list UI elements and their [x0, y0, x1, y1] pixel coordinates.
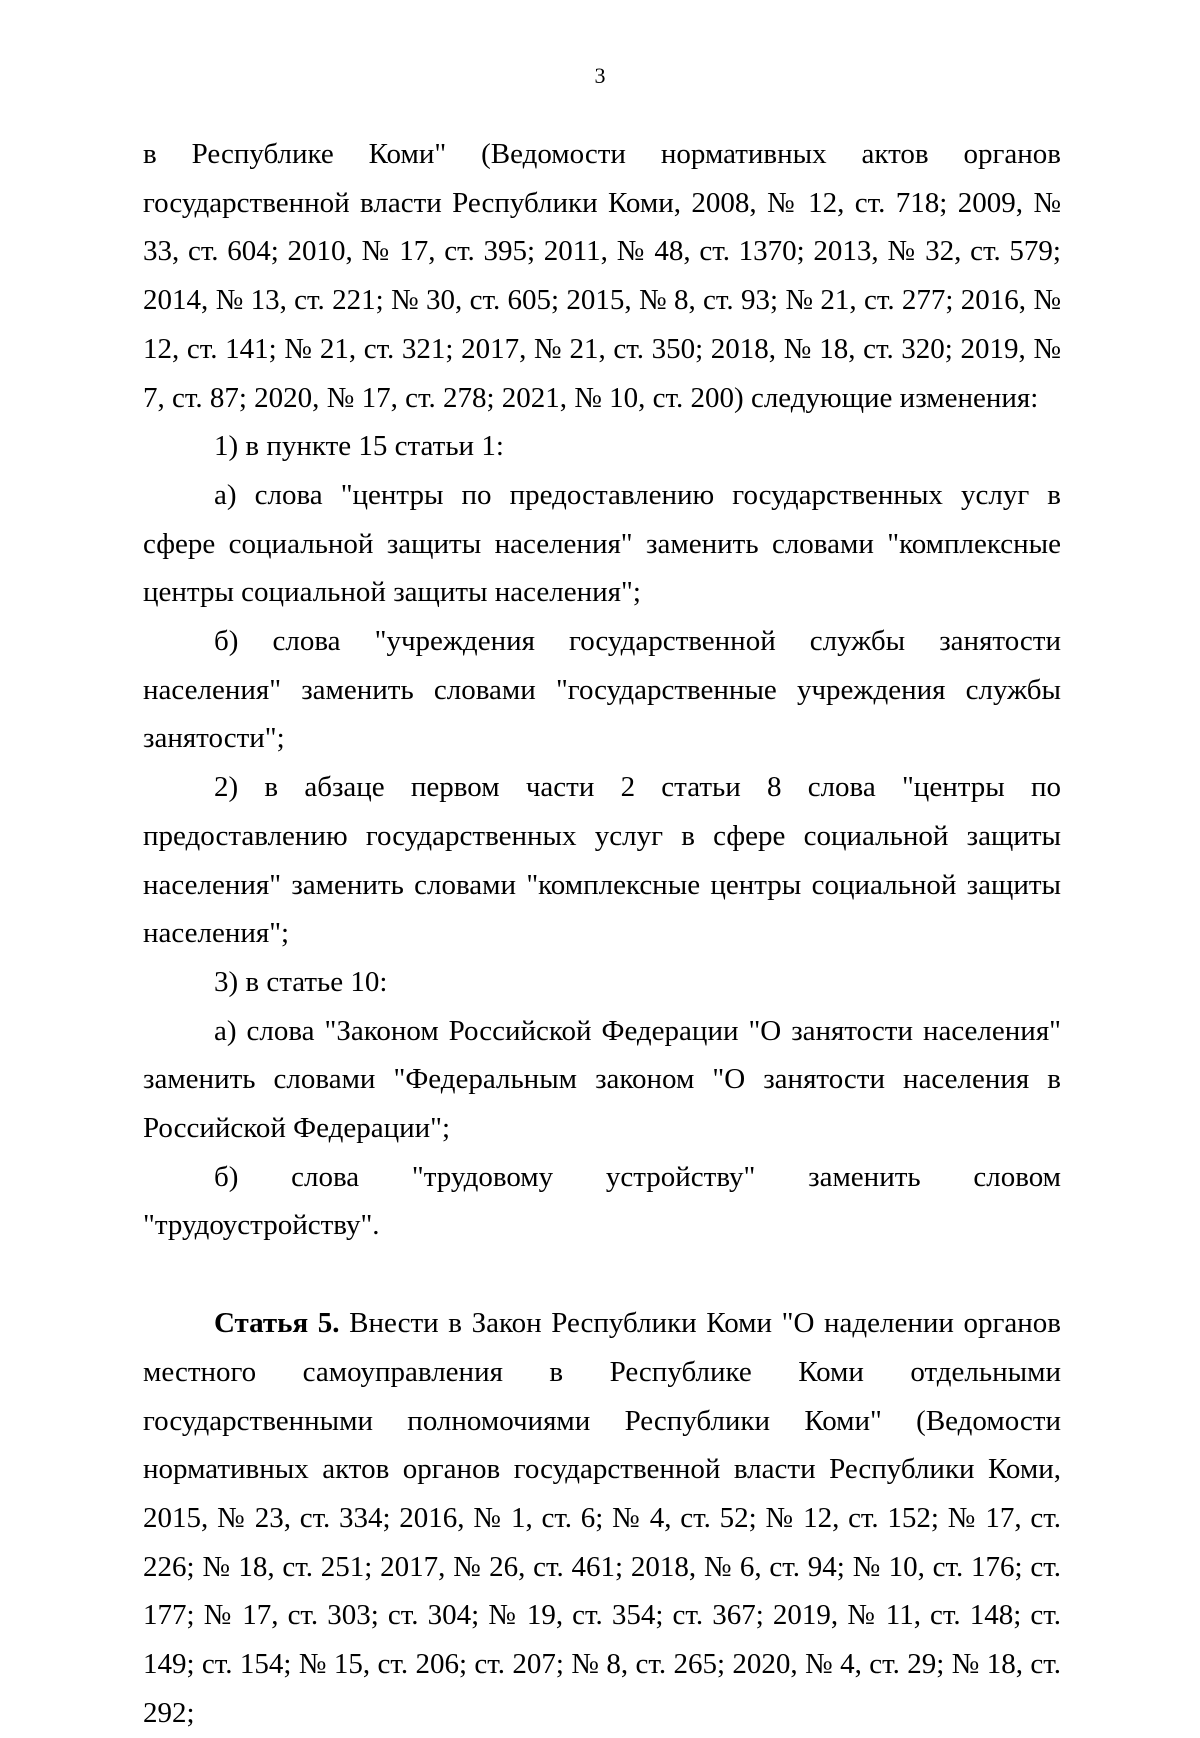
section-spacer	[143, 1250, 1061, 1299]
paragraph-item-1b: б) слова "учреждения государственной службы занятости населения" заменить словами "государственные учреждения службы занятости";	[143, 625, 1061, 755]
document-body	[143, 130, 1061, 1738]
paragraph-amendment-intro: в Республике Коми" (Ведомости нормативных актов органов государственной власти Республики Коми, 2008, № 12, ст. 718; 2009, № 33, ст. 604; 2010, № 17, ст. 395; 2011, № 48, ст. 1370; 2013, № 32, ст. 579; 2014, № 13, ст. 221; № 30, ст. 605; 2015, № 8, ст. 93; № 21, ст. 277; 2016, № 12, ст. 141; № 21, ст. 321; 2017, № 21, ст. 350; 2018, № 18, ст. 320; 2019, № 7, ст. 87; 2020, № 17, ст. 278; 2021, № 10, ст. 200) следующие изменения:	[143, 138, 1061, 414]
paragraph-item-1: 1) в пункте 15 статьи 1:	[214, 430, 504, 463]
article-5-heading: Статья 5.	[214, 1307, 340, 1340]
article-5-paragraph	[143, 1299, 1061, 1737]
paragraph-item-3a: а) слова "Законом Российской Федерации "О занятости населения" заменить словами "Федеральным законом "О занятости населения в Российской Федерации";	[143, 1014, 1061, 1145]
paragraph-item-1a: а) слова "центры по предоставлению государственных услуг в сфере социальной защиты населения" заменить словами "комплексные центры социальной защиты населения";	[143, 478, 1061, 609]
paragraph-item-2: 2) в абзаце первом части 2 статьи 8 слова "центры по предоставлению государственных услуг в сфере социальной защиты населения" заменить словами "комплексные центры социальной защиты населения";	[143, 771, 1061, 950]
paragraph-item-3b: б) слова "трудовому устройству" заменить словом "трудоустройству".	[143, 1160, 1061, 1242]
article-5-text: Внести в Закон Республики Коми "О наделении органов местного самоуправления в Республике Коми отдельными государственными полномочиями Республики Коми" (Ведомости нормативных актов органов государственной власти Республики Коми, 2015, № 23, ст. 334; 2016, № 1, ст. 6; № 4, ст. 52; № 12, ст. 152; № 17, ст. 226; № 18, ст. 251; 2017, № 26, ст. 461; 2018, № 6, ст. 94; № 10, ст. 176; ст. 177; № 17, ст. 303; ст. 304; № 19, ст. 354; ст. 367; 2019, № 11, ст. 148; ст. 149; ст. 154; № 15, ст. 206; ст. 207; № 8, ст. 265; 2020, № 4, ст. 29; № 18, ст. 292;	[143, 1307, 1061, 1729]
paragraph-item-3: 3) в статье 10:	[214, 965, 388, 998]
page-number: 3	[594, 63, 606, 88]
